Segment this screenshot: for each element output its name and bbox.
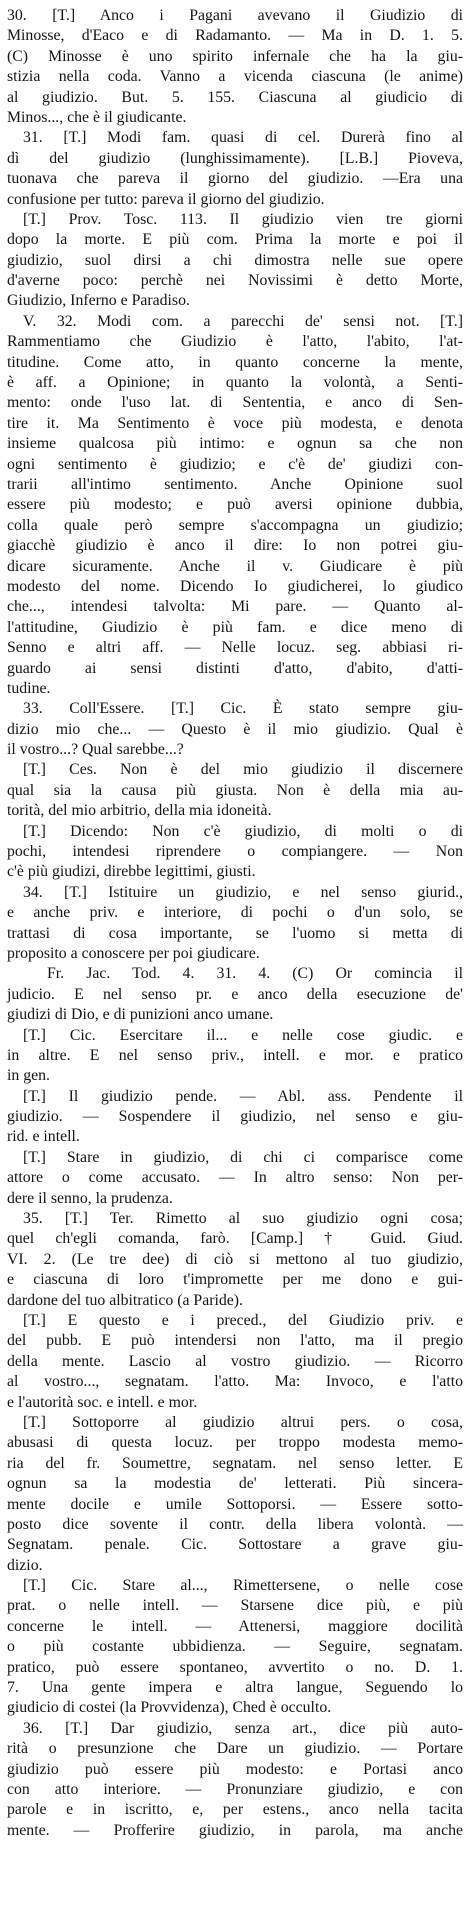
text-line: insieme qualcosa più intimo: e ognun sa che non (7, 435, 463, 453)
text-line: dardone del tuo albitratico (a Paride). (7, 1291, 243, 1309)
text-line: e anche priv. e interiore, di pochi o d'un solo, se (7, 904, 463, 922)
text-line: 7. Una gente impera e altra langue, Seguendo lo (7, 1679, 463, 1697)
text-line: rid. e intell. (7, 1128, 80, 1146)
text-line: è aff. a Opinione; in quanto la volontà, a Senti- (7, 374, 463, 392)
text-line: in gen. (7, 1067, 50, 1085)
text-line: Fr. Jac. Tod. 4. 31. 4. (C) Or comincia il (47, 965, 463, 983)
text-line: con atto interiore. — Pronunziare giudizio, e con (7, 1780, 463, 1798)
text-line: abusasi di questa locuz. per troppo modesta memo- (7, 1434, 463, 1452)
text-line: l'attitudine, Giudizio è più fam. e dice meno di (7, 618, 463, 636)
text-line: 33. Coll'Essere. [T.] Cic. È stato sempre giu- (23, 700, 463, 718)
text-line: tuonava che pareva il giorno del giudizio. —Era una (7, 170, 463, 188)
text-line: giacchè giudizio è anco il dire: Io non potrei giu- (7, 537, 463, 555)
text-line: e l'autorità soc. e intell. e mor. (7, 1393, 198, 1411)
text-line: VI. 2. (Le tre dee) di ciò si mettono al tuo giudizio, (7, 1250, 463, 1268)
text-line: concerne le intell. — Attenersi, maggiore docilità (7, 1617, 463, 1635)
text-line: Minosse, d'Eaco e di Radamanto. — Ma in D. 1. 5. (7, 27, 463, 45)
text-line: dere il senno, la prudenza. (7, 1189, 173, 1207)
text-line: posto dice sovente il contr. della libera volontà. — (7, 1515, 463, 1533)
text-line: giudizio può essere più modesto: e Portasi anco (7, 1760, 463, 1778)
text-line: dopo la morte. E più com. Prima la morte e poi il (7, 231, 463, 249)
text-line: 30. [T.] Anco i Pagani avevano il Giudizio di (7, 7, 463, 24)
text-line: confusione per tutto: pareva il giorno del giudizio. (7, 190, 325, 208)
text-line: dicare sicuramente. Anche il v. Giudicare è più (7, 557, 463, 575)
text-line: [T.] Stare in giudizio, di chi ci comparisce come (23, 1148, 463, 1166)
text-line: modesto del nome. Dicendo Io giudicherei, lo giudico (7, 577, 463, 595)
text-line: ria del fr. Soumettre, segnatam. nel senso letter. E (7, 1454, 463, 1472)
text-line: guardo ai sensi distinti d'atto, d'abito, d'atti- (7, 659, 463, 677)
text-line: e ciascuna di loro t'impromette per me dono e gui- (7, 1271, 463, 1289)
text-line: giudizio, suol dirsi a chi dimostra nelle sue opere (7, 251, 463, 269)
text-line: judicio. E nel senso pr. e anco della esecuzione de' (7, 985, 463, 1003)
text-line: Senno e altri aff. — Nelle locuz. seg. abbiasi ri- (7, 639, 463, 657)
text-line: qual sia la causa più giusta. Non è della mia au- (7, 781, 463, 799)
text-line: [T.] Cic. Stare al..., Rimettersene, o nelle cose (23, 1577, 463, 1595)
text-line: Minos..., che è il giudicante. (7, 108, 187, 126)
text-line: che..., intendesi talvolta: Mi pare. — Quanto al- (7, 598, 463, 616)
text-line: [T.] Dicendo: Non c'è giudizio, di molti o di (23, 822, 463, 840)
text-line: ognun sa la modestia de' letterati. Più sincera- (7, 1475, 463, 1493)
text-line: mente docile e umile Sottoporsi. — Essere sotto- (7, 1495, 463, 1513)
text-line: pochi, intendesi riprendere o compiangere. — Non (7, 843, 463, 861)
text-line: tudine. (7, 679, 51, 697)
text-line: quel ch'egli comanda, farò. [Camp.] † Guid. Giud. (7, 1230, 463, 1248)
text-line: [T.] Il giudizio pende. — Abl. ass. Pendente il (23, 1087, 463, 1105)
text-line: (C) Minosse è uno spirito infernale che ha la giu- (7, 47, 463, 65)
text-line: rità o presunzione che Dare un giudizio. — Portare (7, 1740, 463, 1758)
text-line: 31. [T.] Modi fam. quasi di cel. Durerà fino al (23, 129, 463, 147)
text-line: giudizi di Dio, e di punizioni anco umane. (7, 1006, 274, 1024)
text-line: 36. [T.] Dar giudizio, senza art., dice più auto- (23, 1719, 463, 1737)
text-line: parole e in iscritto, e, per estens., anco nella tacita (7, 1801, 463, 1819)
text-line: Giudizio, Inferno e Paradiso. (7, 292, 190, 310)
text-line: titudine. Come atto, in quanto concerne la mente, (7, 353, 463, 371)
text-line: [T.] Cic. Esercitare il... e nelle cose giudic. e (23, 1026, 463, 1044)
text-line: dizio mio che... — Questo è il mio giudizio. Qual è (7, 720, 463, 738)
text-line: [T.] Prov. Tosc. 113. Il giudizio vien tre giorni (23, 210, 463, 228)
text-line: tire it. Ma Sentimento è voce più modesta, e denota (7, 414, 463, 432)
text-line: al vostro..., segnatam. l'atto. Ma: Invoco, e l'atto (7, 1373, 463, 1391)
text-line: della mente. Lascio al vostro giudizio. — Ricorro (7, 1352, 463, 1370)
text-line: [T.] Ces. Non è del mio giudizio il discernere (23, 761, 463, 779)
text-line: proposito a conoscere per poi giudicare. (7, 944, 260, 962)
text-line: in altre. E nel senso priv., intell. e mor. e pratico (7, 1046, 463, 1064)
text-line: prat. o nelle intell. — Starsene dice più, e più (7, 1597, 463, 1615)
text-line: 34. [T.] Istituire un giudizio, e nel senso giurid., (23, 883, 463, 901)
text-line: mento: onde l'uso lat. di Sententia, e anco di Sen- (7, 394, 463, 412)
text-line: del pubb. E può intendersi non l'atto, ma il pregio (7, 1332, 463, 1350)
text-line: il vostro...? Qual sarebbe...? (7, 741, 184, 759)
text-line: c'è più giudizi, direbbe legittimi, giusti. (7, 863, 256, 881)
text-line: pratico, può essere spontaneo, avvertito o no. D. 1. (7, 1658, 463, 1676)
text-line: giudicio di costei (la Provvidenza), Ched è occulto. (7, 1699, 332, 1717)
text-line: torità, del mio arbitrio, della mia idoneità. (7, 802, 272, 820)
text-line: 35. [T.] Ter. Rimetto al suo giudizio ogni cosa; (23, 1210, 463, 1228)
text-line: [T.] Sottoporre al giudizio altrui pers. o cosa, (23, 1413, 463, 1431)
text-line: essere più modesto; e può aversi opinione dubbia, (7, 496, 463, 514)
text-line: trarii all'intimo sentimento. Anche Opinione suol (7, 475, 463, 493)
text-line: [T.] E questo e i preced., del Giudizio priv. e (23, 1312, 463, 1329)
text-line: trattasi di cosa importante, se l'uomo si metta di (7, 924, 463, 942)
text-line: V. 32. Modi com. a parecchi de' sensi not. [T.] (23, 312, 463, 330)
text-line: colla quale però sempre s'accompagna un giudizio; (7, 516, 463, 534)
text-line: stizia nella coda. Vanno a vicenda ciascuna (le anime) (7, 68, 463, 86)
text-line: mente. — Profferire giudizio, in parola, ma anche (7, 1821, 463, 1839)
text-line: giudizio. — Sospendere il giudizio, nel senso e giu- (7, 1108, 463, 1126)
text-line: attore o come accusato. — In altro senso: Non per- (7, 1169, 463, 1187)
text-line: al giudizio. But. 5. 155. Ciascuna al giudicio di (7, 88, 463, 106)
text-line: dizio. (7, 1556, 43, 1574)
text-line: dì del giudizio (lunghissimamente). [L.B.] Pioveva, (7, 149, 463, 167)
text-line: Rammentiamo che Giudizio è l'atto, l'abito, l'at- (7, 333, 463, 351)
text-line: ogni sentimento è giudizio; e c'è de' giudizi con- (7, 455, 463, 473)
text-line: d'averne poco: perchè nei Novissimi è detto Morte, (7, 272, 463, 290)
text-line: o più costante ubbidienza. — Seguire, segnatam. (7, 1638, 463, 1656)
text-line: Segnatam. penale. Cic. Sottostare a grave giu- (7, 1536, 463, 1554)
